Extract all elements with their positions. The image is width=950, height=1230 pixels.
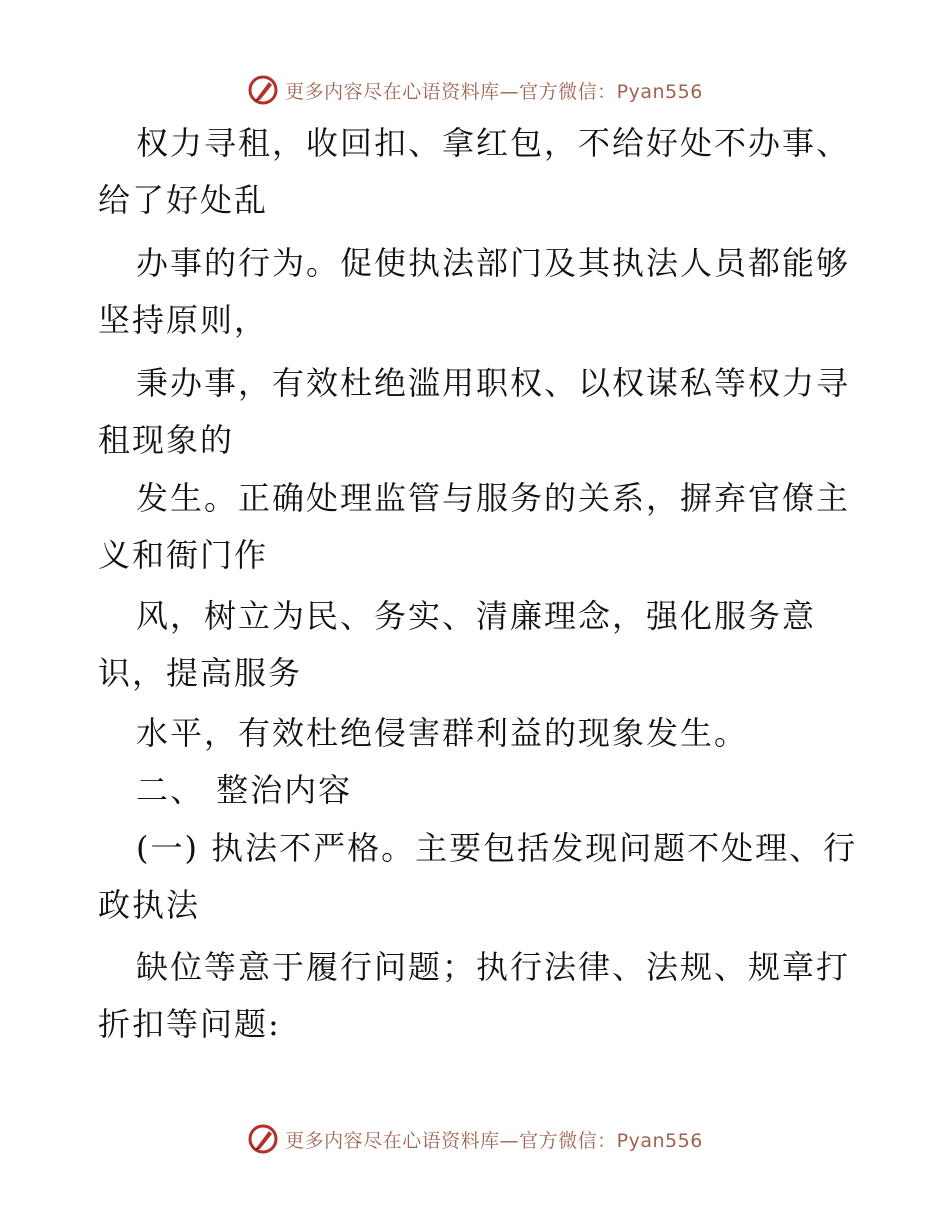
text-line: 权力寻租，收回扣、拿红包，不给好处不办事、 <box>136 124 851 162</box>
text-line: 折扣等问题: <box>98 1005 281 1043</box>
pen-logo-icon <box>247 1123 279 1155</box>
text-line: (一) 执法不严格。主要包括发现问题不处理、行 <box>136 829 858 867</box>
text-line: 识，提高服务 <box>98 654 303 692</box>
text-line: 发生。正确处理监管与服务的关系，摒弃官僚主 <box>136 479 851 517</box>
text-line: 政执法 <box>98 886 201 924</box>
text-line: 风，树立为民、务实、清廉理念，强化服务意 <box>136 597 817 635</box>
text-line: 义和衙门作 <box>98 536 269 574</box>
watermark-text: 更多内容尽在心语资料库—官方微信：Pyan556 <box>285 1129 703 1152</box>
section-heading: 二、 整治内容 <box>136 771 353 809</box>
text-line: 租现象的 <box>98 421 235 459</box>
header-watermark <box>0 73 950 107</box>
footer-watermark <box>0 1122 950 1156</box>
pen-logo-icon <box>247 74 279 106</box>
text-line: 给了好处乱 <box>98 181 269 219</box>
text-line: 坚持原则， <box>98 301 269 339</box>
text-line: 秉办事，有效杜绝滥用职权、以权谋私等权力寻 <box>136 364 851 402</box>
text-line: 缺位等意于履行问题；执行法律、法规、规章打 <box>136 948 851 986</box>
watermark-text: 更多内容尽在心语资料库—官方微信：Pyan556 <box>285 80 703 103</box>
text-line: 水平，有效杜绝侵害群利益的现象发生。 <box>136 714 749 752</box>
text-line: 办事的行为。促使执法部门及其执法人员都能够 <box>136 244 851 282</box>
